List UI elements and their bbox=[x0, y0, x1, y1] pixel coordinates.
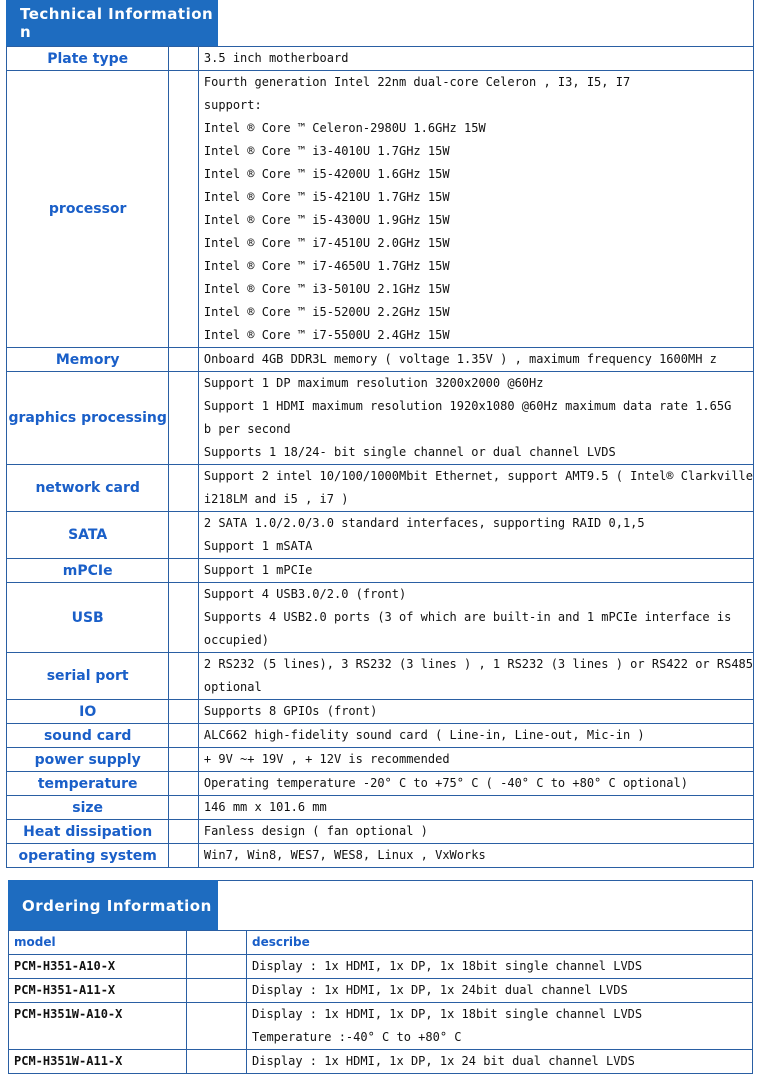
spec-value-line: b per second bbox=[203, 422, 291, 436]
describe-column-header: describe bbox=[247, 931, 753, 955]
spec-value-line: Intel ® Core ™ Celeron-2980U 1.6GHz 15W bbox=[203, 121, 486, 135]
spec-row bbox=[7, 820, 754, 844]
spec-value-line: Operating temperature -20° C to +75° C ( -40° C to +80° C optional) bbox=[203, 776, 688, 790]
spacer-cell bbox=[187, 931, 247, 955]
spec-value-line: Intel ® Core ™ i7-5500U 2.4GHz 15W bbox=[203, 328, 450, 342]
spec-value-line: 2 RS232 (5 lines), 3 RS232 (3 lines ) , 1 RS232 (3 lines ) or RS422 or RS485 bbox=[203, 657, 753, 671]
spec-value bbox=[198, 700, 753, 724]
spec-value-line: Intel ® Core ™ i5-5200U 2.2GHz 15W bbox=[203, 305, 450, 319]
spec-value-line: Intel ® Core ™ i3-4010U 1.7GHz 15W bbox=[203, 144, 450, 158]
ordering-row bbox=[9, 1003, 753, 1050]
spacer-cell bbox=[169, 772, 199, 796]
spec-value-line: Support 1 HDMI maximum resolution 1920x1080 @60Hz maximum data rate 1.65G bbox=[203, 399, 732, 413]
spec-value bbox=[198, 748, 753, 772]
spec-value bbox=[198, 372, 753, 465]
model-cell: PCM-H351W-A11-X bbox=[9, 1050, 187, 1074]
spacer-cell bbox=[169, 653, 199, 700]
spec-value-line: Intel ® Core ™ i7-4510U 2.0GHz 15W bbox=[203, 236, 450, 250]
spacer-cell bbox=[169, 724, 199, 748]
spec-label: operating system bbox=[7, 844, 169, 868]
spec-label: temperature bbox=[7, 772, 169, 796]
describe-line: Display : 1x HDMI, 1x DP, 1x 24bit dual channel LVDS bbox=[252, 983, 628, 997]
spacer-cell bbox=[169, 820, 199, 844]
model-cell: PCM-H351W-A10-X bbox=[9, 1003, 187, 1050]
spec-value-line: Supports 8 GPIOs (front) bbox=[203, 704, 378, 718]
describe-cell bbox=[247, 979, 753, 1003]
spec-value-line: Support 1 DP maximum resolution 3200x2000 @60Hz bbox=[203, 376, 544, 390]
ordering-info-title: Ordering Information bbox=[8, 880, 218, 931]
spec-row bbox=[7, 559, 754, 583]
spec-value-line: Fanless design ( fan optional ) bbox=[203, 824, 428, 838]
spec-value-line: optional bbox=[203, 680, 262, 694]
spec-value-line: Support 1 mSATA bbox=[203, 539, 313, 553]
spec-value-line: Fourth generation Intel 22nm dual-core Celeron , I3, I5, I7 bbox=[203, 75, 631, 89]
spec-row bbox=[7, 724, 754, 748]
spec-value-line: 146 mm x 101.6 mm bbox=[203, 800, 327, 814]
spec-value-line: support: bbox=[203, 98, 262, 112]
describe-cell bbox=[247, 1050, 753, 1074]
spec-value bbox=[198, 653, 753, 700]
spec-value-line: Win7, Win8, WES7, WES8, Linux , VxWorks bbox=[203, 848, 486, 862]
spacer-cell bbox=[187, 979, 247, 1003]
spec-row bbox=[7, 796, 754, 820]
spec-value-line: + 9V ~+ 19V , + 12V is recommended bbox=[203, 752, 450, 766]
spec-row bbox=[7, 372, 754, 465]
spec-row bbox=[7, 71, 754, 348]
spacer-cell bbox=[169, 47, 199, 71]
spec-value-line: Onboard 4GB DDR3L memory ( voltage 1.35V ) , maximum frequency 1600MH z bbox=[203, 352, 717, 366]
spec-value-line: Support 2 intel 10/100/1000Mbit Ethernet, support AMT9.5 ( Intel® Clarkville bbox=[203, 469, 753, 483]
model-cell: PCM-H351-A10-X bbox=[9, 955, 187, 979]
spec-label: processor bbox=[7, 71, 169, 348]
spec-label: USB bbox=[7, 583, 169, 653]
spacer-cell bbox=[169, 71, 199, 348]
spacer-cell bbox=[169, 700, 199, 724]
spacer-cell bbox=[187, 955, 247, 979]
ordering-header-row bbox=[9, 931, 753, 955]
spacer-cell bbox=[169, 748, 199, 772]
spec-value bbox=[198, 512, 753, 559]
describe-line: Temperature :-40° C to +80° C bbox=[252, 1030, 462, 1044]
spec-row bbox=[7, 465, 754, 512]
spec-row bbox=[7, 844, 754, 868]
spec-value-line: Intel ® Core ™ i5-4300U 1.9GHz 15W bbox=[203, 213, 450, 227]
spec-label: Memory bbox=[7, 348, 169, 372]
spec-value-line: Support 1 mPCIe bbox=[203, 563, 313, 577]
spacer-cell bbox=[169, 796, 199, 820]
spec-value-line: Supports 1 18/24- bit single channel or dual channel LVDS bbox=[203, 445, 616, 459]
spec-label: Heat dissipation bbox=[7, 820, 169, 844]
spec-label: size bbox=[7, 796, 169, 820]
spec-value bbox=[198, 820, 753, 844]
spacer-cell bbox=[169, 583, 199, 653]
spec-label: power supply bbox=[7, 748, 169, 772]
model-column-header: model bbox=[9, 931, 187, 955]
spec-row bbox=[7, 47, 754, 71]
spec-value bbox=[198, 71, 753, 348]
spec-value bbox=[198, 348, 753, 372]
describe-cell bbox=[247, 1003, 753, 1050]
spec-label: SATA bbox=[7, 512, 169, 559]
ordering-row bbox=[9, 955, 753, 979]
spec-label: network card bbox=[7, 465, 169, 512]
spec-label: serial port bbox=[7, 653, 169, 700]
ordering-row bbox=[9, 1050, 753, 1074]
spacer-cell bbox=[169, 465, 199, 512]
spec-value bbox=[198, 583, 753, 653]
spec-value-line: Intel ® Core ™ i5-4200U 1.6GHz 15W bbox=[203, 167, 450, 181]
spec-label: graphics processing bbox=[7, 372, 169, 465]
spec-value-line: 2 SATA 1.0/2.0/3.0 standard interfaces, supporting RAID 0,1,5 bbox=[203, 516, 645, 530]
spec-row bbox=[7, 700, 754, 724]
spec-label: Plate type bbox=[7, 47, 169, 71]
spec-value-line: occupied) bbox=[203, 633, 269, 647]
spec-value bbox=[198, 559, 753, 583]
spec-label: mPCIe bbox=[7, 559, 169, 583]
spec-value bbox=[198, 465, 753, 512]
spacer-cell bbox=[169, 844, 199, 868]
tech-info-title: Technical Information n bbox=[6, 0, 218, 46]
spacer-cell bbox=[169, 372, 199, 465]
describe-line: Display : 1x HDMI, 1x DP, 1x 24 bit dual channel LVDS bbox=[252, 1054, 635, 1068]
describe-cell bbox=[247, 955, 753, 979]
spec-label: IO bbox=[7, 700, 169, 724]
ordering-table bbox=[8, 930, 753, 1074]
spec-value-line: Supports 4 USB2.0 ports (3 of which are built-in and 1 mPCIe interface is bbox=[203, 610, 732, 624]
spec-value bbox=[198, 47, 753, 71]
describe-line: Display : 1x HDMI, 1x DP, 1x 18bit single channel LVDS bbox=[252, 1007, 643, 1021]
spec-table bbox=[6, 46, 754, 868]
spec-row bbox=[7, 348, 754, 372]
spacer-cell bbox=[169, 559, 199, 583]
ordering-row bbox=[9, 979, 753, 1003]
spec-row bbox=[7, 653, 754, 700]
spec-value-line: ALC662 high-fidelity sound card ( Line-in, Line-out, Mic-in ) bbox=[203, 728, 645, 742]
spacer-cell bbox=[187, 1003, 247, 1050]
spec-value-line: i218LM and i5 , i7 ) bbox=[203, 492, 349, 506]
spec-row bbox=[7, 583, 754, 653]
spec-value-line: Intel ® Core ™ i5-4210U 1.7GHz 15W bbox=[203, 190, 450, 204]
spec-value-line: Intel ® Core ™ i3-5010U 2.1GHz 15W bbox=[203, 282, 450, 296]
spec-value-line: 3.5 inch motherboard bbox=[203, 51, 349, 65]
spec-row bbox=[7, 772, 754, 796]
spec-value bbox=[198, 772, 753, 796]
spec-row bbox=[7, 512, 754, 559]
spec-value bbox=[198, 796, 753, 820]
spec-value bbox=[198, 724, 753, 748]
spacer-cell bbox=[187, 1050, 247, 1074]
spec-value-line: Support 4 USB3.0/2.0 (front) bbox=[203, 587, 407, 601]
spec-label: sound card bbox=[7, 724, 169, 748]
spec-row bbox=[7, 748, 754, 772]
model-cell: PCM-H351-A11-X bbox=[9, 979, 187, 1003]
spacer-cell bbox=[169, 348, 199, 372]
describe-line: Display : 1x HDMI, 1x DP, 1x 18bit single channel LVDS bbox=[252, 959, 643, 973]
spacer-cell bbox=[169, 512, 199, 559]
spec-value bbox=[198, 844, 753, 868]
spec-value-line: Intel ® Core ™ i7-4650U 1.7GHz 15W bbox=[203, 259, 450, 273]
